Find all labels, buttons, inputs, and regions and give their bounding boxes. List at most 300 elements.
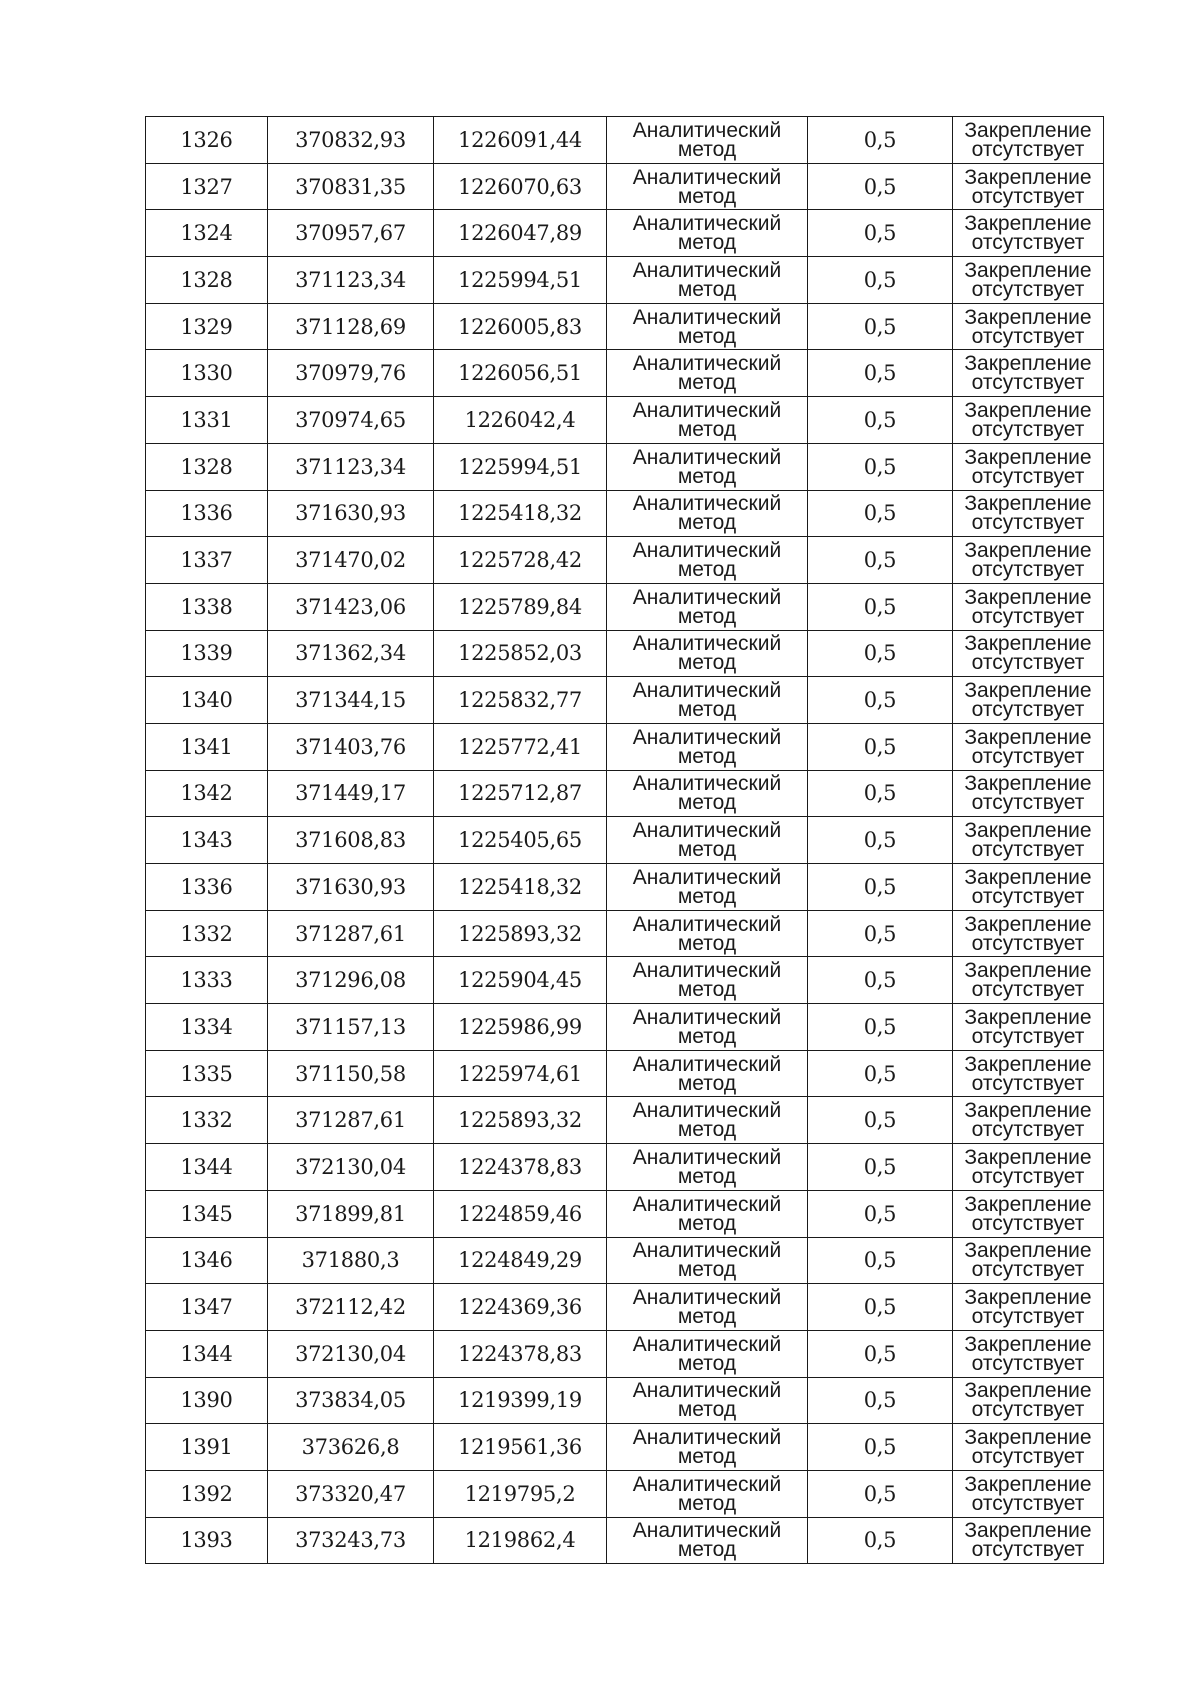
- method-cell: [607, 677, 808, 724]
- point-number-cell: 1339: [146, 630, 268, 677]
- x-coordinate-cell: 373243,73: [268, 1517, 434, 1564]
- fixing-cell-line-2: отсутствует: [971, 1445, 1085, 1469]
- method-cell: [607, 443, 808, 490]
- method-cell-line-2: метод: [677, 1491, 737, 1515]
- fixing-cell: [953, 1097, 1104, 1144]
- x-coordinate-cell: 371470,02: [268, 537, 434, 584]
- method-cell-line-2: метод: [677, 1351, 737, 1375]
- method-cell: [607, 1424, 808, 1471]
- x-coordinate-cell: 371899,81: [268, 1190, 434, 1237]
- method-cell: [607, 1004, 808, 1051]
- x-coordinate-cell: 371630,93: [268, 864, 434, 911]
- point-number-cell: 1393: [146, 1517, 268, 1564]
- y-coordinate-cell: 1226070,63: [434, 163, 607, 210]
- fixing-cell-line-1: Закрепление: [964, 352, 1092, 376]
- table-row: [146, 303, 1104, 350]
- accuracy-cell: 0,5: [808, 163, 953, 210]
- method-cell-line-2: метод: [677, 604, 737, 628]
- fixing-cell-line-1: Закрепление: [964, 725, 1092, 749]
- x-coordinate-cell: 371344,15: [268, 677, 434, 724]
- table-row: [146, 210, 1104, 257]
- method-cell: [607, 397, 808, 444]
- x-coordinate-cell: 372130,04: [268, 1144, 434, 1191]
- method-cell: [607, 910, 808, 957]
- method-cell: [607, 1377, 808, 1424]
- method-cell: [607, 864, 808, 911]
- fixing-cell: [953, 770, 1104, 817]
- method-cell: [607, 490, 808, 537]
- x-coordinate-cell: 373320,47: [268, 1470, 434, 1517]
- method-cell-line-1: Аналитический: [632, 725, 782, 749]
- fixing-cell-line-2: отсутствует: [971, 978, 1085, 1002]
- method-cell-line-2: метод: [677, 324, 737, 348]
- point-number-cell: 1392: [146, 1470, 268, 1517]
- table-row: [146, 1237, 1104, 1284]
- point-number-cell: 1342: [146, 770, 268, 817]
- fixing-cell-line-2: отсутствует: [971, 838, 1085, 862]
- fixing-cell-line-2: отсутствует: [971, 1398, 1085, 1422]
- point-number-cell: 1347: [146, 1284, 268, 1331]
- point-number-cell: 1337: [146, 537, 268, 584]
- fixing-cell: [953, 1377, 1104, 1424]
- x-coordinate-cell: 371296,08: [268, 957, 434, 1004]
- fixing-cell: [953, 1424, 1104, 1471]
- method-cell-line-2: метод: [677, 931, 737, 955]
- fixing-cell: [953, 1004, 1104, 1051]
- point-number-cell: 1344: [146, 1144, 268, 1191]
- table-row: [146, 1470, 1104, 1517]
- point-number-cell: 1335: [146, 1050, 268, 1097]
- fixing-cell: [953, 397, 1104, 444]
- fixing-cell: [953, 303, 1104, 350]
- x-coordinate-cell: 371157,13: [268, 1004, 434, 1051]
- fixing-cell-line-1: Закрепление: [964, 1332, 1092, 1356]
- y-coordinate-cell: 1225893,32: [434, 1097, 607, 1144]
- method-cell-line-1: Аналитический: [632, 1332, 782, 1356]
- method-cell-line-2: метод: [677, 1024, 737, 1048]
- y-coordinate-cell: 1226056,51: [434, 350, 607, 397]
- table-row: [146, 490, 1104, 537]
- accuracy-cell: 0,5: [808, 1237, 953, 1284]
- method-cell-line-1: Аналитический: [632, 1472, 782, 1496]
- y-coordinate-cell: 1219561,36: [434, 1424, 607, 1471]
- method-cell: [607, 1097, 808, 1144]
- method-cell: [607, 723, 808, 770]
- table-row: [146, 397, 1104, 444]
- y-coordinate-cell: 1226091,44: [434, 117, 607, 164]
- table-row: [146, 1377, 1104, 1424]
- table-row: [146, 257, 1104, 304]
- fixing-cell: [953, 117, 1104, 164]
- fixing-cell-line-1: Закрепление: [964, 1145, 1092, 1169]
- fixing-cell-line-1: Закрепление: [964, 819, 1092, 843]
- fixing-cell-line-2: отсутствует: [971, 1351, 1085, 1375]
- method-cell-line-2: метод: [677, 651, 737, 675]
- y-coordinate-cell: 1225418,32: [434, 864, 607, 911]
- method-cell: [607, 537, 808, 584]
- fixing-cell: [953, 677, 1104, 724]
- point-number-cell: 1338: [146, 583, 268, 630]
- method-cell-line-2: метод: [677, 791, 737, 815]
- table-row: [146, 1517, 1104, 1564]
- fixing-cell-line-1: Закрепление: [964, 1379, 1092, 1403]
- point-number-cell: 1332: [146, 910, 268, 957]
- table-row: [146, 1284, 1104, 1331]
- x-coordinate-cell: 371123,34: [268, 257, 434, 304]
- fixing-cell-line-2: отсутствует: [971, 1164, 1085, 1188]
- method-cell: [607, 257, 808, 304]
- method-cell-line-2: метод: [677, 1538, 737, 1562]
- fixing-cell-line-1: Закрепление: [964, 398, 1092, 422]
- point-number-cell: 1391: [146, 1424, 268, 1471]
- method-cell-line-2: метод: [677, 1445, 737, 1469]
- x-coordinate-cell: 371123,34: [268, 443, 434, 490]
- fixing-cell-line-2: отсутствует: [971, 1258, 1085, 1282]
- table-row: [146, 770, 1104, 817]
- method-cell-line-1: Аналитический: [632, 1192, 782, 1216]
- fixing-cell-line-1: Закрепление: [964, 585, 1092, 609]
- fixing-cell-line-1: Закрепление: [964, 258, 1092, 282]
- fixing-cell-line-1: Закрепление: [964, 912, 1092, 936]
- fixing-cell-line-2: отсутствует: [971, 1071, 1085, 1095]
- point-number-cell: 1340: [146, 677, 268, 724]
- method-cell-line-1: Аналитический: [632, 1426, 782, 1450]
- y-coordinate-cell: 1226042,4: [434, 397, 607, 444]
- method-cell: [607, 1237, 808, 1284]
- method-cell: [607, 957, 808, 1004]
- accuracy-cell: 0,5: [808, 1470, 953, 1517]
- method-cell: [607, 1284, 808, 1331]
- method-cell-line-1: Аналитический: [632, 819, 782, 843]
- method-cell-line-1: Аналитический: [632, 258, 782, 282]
- fixing-cell-line-1: Закрепление: [964, 1239, 1092, 1263]
- fixing-cell-line-1: Закрепление: [964, 492, 1092, 516]
- accuracy-cell: 0,5: [808, 630, 953, 677]
- fixing-cell-line-1: Закрепление: [964, 679, 1092, 703]
- fixing-cell: [953, 817, 1104, 864]
- method-cell-line-2: метод: [677, 184, 737, 208]
- fixing-cell-line-1: Закрепление: [964, 1099, 1092, 1123]
- accuracy-cell: 0,5: [808, 864, 953, 911]
- y-coordinate-cell: 1225418,32: [434, 490, 607, 537]
- x-coordinate-cell: 370974,65: [268, 397, 434, 444]
- method-cell: [607, 630, 808, 677]
- method-cell-line-2: метод: [677, 838, 737, 862]
- fixing-cell: [953, 1237, 1104, 1284]
- fixing-cell-line-1: Закрепление: [964, 1519, 1092, 1543]
- fixing-cell: [953, 1050, 1104, 1097]
- accuracy-cell: 0,5: [808, 583, 953, 630]
- fixing-cell: [953, 1517, 1104, 1564]
- table-row: [146, 1424, 1104, 1471]
- y-coordinate-cell: 1225772,41: [434, 723, 607, 770]
- table-row: [146, 350, 1104, 397]
- accuracy-cell: 0,5: [808, 210, 953, 257]
- fixing-cell-line-2: отсутствует: [971, 231, 1085, 255]
- y-coordinate-cell: 1225994,51: [434, 257, 607, 304]
- fixing-cell: [953, 957, 1104, 1004]
- y-coordinate-cell: 1225994,51: [434, 443, 607, 490]
- x-coordinate-cell: 371449,17: [268, 770, 434, 817]
- accuracy-cell: 0,5: [808, 770, 953, 817]
- method-cell-line-1: Аналитический: [632, 679, 782, 703]
- table-row: [146, 1144, 1104, 1191]
- method-cell-line-1: Аналитический: [632, 585, 782, 609]
- y-coordinate-cell: 1225712,87: [434, 770, 607, 817]
- fixing-cell-line-2: отсутствует: [971, 184, 1085, 208]
- method-cell: [607, 350, 808, 397]
- x-coordinate-cell: 371880,3: [268, 1237, 434, 1284]
- method-cell: [607, 1517, 808, 1564]
- fixing-cell-line-1: Закрепление: [964, 1472, 1092, 1496]
- method-cell: [607, 817, 808, 864]
- y-coordinate-cell: 1219399,19: [434, 1377, 607, 1424]
- method-cell-line-1: Аналитический: [632, 212, 782, 236]
- table-row: [146, 1097, 1104, 1144]
- fixing-cell: [953, 910, 1104, 957]
- method-cell-line-1: Аналитический: [632, 772, 782, 796]
- x-coordinate-cell: 371287,61: [268, 1097, 434, 1144]
- fixing-cell-line-1: Закрепление: [964, 1192, 1092, 1216]
- point-number-cell: 1331: [146, 397, 268, 444]
- method-cell-line-2: метод: [677, 1164, 737, 1188]
- accuracy-cell: 0,5: [808, 350, 953, 397]
- fixing-cell-line-1: Закрепление: [964, 212, 1092, 236]
- method-cell-line-1: Аналитический: [632, 1099, 782, 1123]
- point-number-cell: 1344: [146, 1330, 268, 1377]
- method-cell-line-1: Аналитический: [632, 1052, 782, 1076]
- fixing-cell-line-1: Закрепление: [964, 632, 1092, 656]
- table-row: [146, 1050, 1104, 1097]
- fixing-cell-line-2: отсутствует: [971, 1491, 1085, 1515]
- fixing-cell-line-2: отсутствует: [971, 651, 1085, 675]
- method-cell-line-2: метод: [677, 1305, 737, 1329]
- fixing-cell: [953, 443, 1104, 490]
- fixing-cell-line-1: Закрепление: [964, 305, 1092, 329]
- fixing-cell: [953, 630, 1104, 677]
- method-cell-line-2: метод: [677, 464, 737, 488]
- table-row: [146, 1190, 1104, 1237]
- x-coordinate-cell: 372112,42: [268, 1284, 434, 1331]
- y-coordinate-cell: 1224859,46: [434, 1190, 607, 1237]
- accuracy-cell: 0,5: [808, 537, 953, 584]
- method-cell: [607, 303, 808, 350]
- x-coordinate-cell: 371608,83: [268, 817, 434, 864]
- accuracy-cell: 0,5: [808, 1517, 953, 1564]
- method-cell-line-1: Аналитический: [632, 632, 782, 656]
- y-coordinate-cell: 1224849,29: [434, 1237, 607, 1284]
- table-row: [146, 443, 1104, 490]
- fixing-cell-line-2: отсутствует: [971, 558, 1085, 582]
- fixing-cell-line-2: отсутствует: [971, 744, 1085, 768]
- y-coordinate-cell: 1225789,84: [434, 583, 607, 630]
- x-coordinate-cell: 370957,67: [268, 210, 434, 257]
- method-cell: [607, 1144, 808, 1191]
- table-row: [146, 117, 1104, 164]
- fixing-cell-line-2: отсутствует: [971, 1024, 1085, 1048]
- method-cell-line-1: Аналитический: [632, 305, 782, 329]
- y-coordinate-cell: 1226005,83: [434, 303, 607, 350]
- fixing-cell-line-2: отсутствует: [971, 1305, 1085, 1329]
- x-coordinate-cell: 371150,58: [268, 1050, 434, 1097]
- point-number-cell: 1341: [146, 723, 268, 770]
- fixing-cell: [953, 583, 1104, 630]
- method-cell-line-1: Аналитический: [632, 492, 782, 516]
- fixing-cell-line-2: отсутствует: [971, 1118, 1085, 1142]
- fixing-cell: [953, 537, 1104, 584]
- accuracy-cell: 0,5: [808, 1284, 953, 1331]
- fixing-cell-line-1: Закрепление: [964, 118, 1092, 142]
- method-cell-line-1: Аналитический: [632, 539, 782, 563]
- table-row: [146, 677, 1104, 724]
- fixing-cell: [953, 490, 1104, 537]
- fixing-cell-line-1: Закрепление: [964, 772, 1092, 796]
- table-row: [146, 630, 1104, 677]
- table-row: [146, 817, 1104, 864]
- fixing-cell-line-2: отсутствует: [971, 464, 1085, 488]
- fixing-cell: [953, 350, 1104, 397]
- accuracy-cell: 0,5: [808, 723, 953, 770]
- point-number-cell: 1326: [146, 117, 268, 164]
- fixing-cell-line-2: отсутствует: [971, 371, 1085, 395]
- accuracy-cell: 0,5: [808, 1330, 953, 1377]
- fixing-cell-line-1: Закрепление: [964, 1286, 1092, 1310]
- point-number-cell: 1346: [146, 1237, 268, 1284]
- method-cell-line-2: метод: [677, 511, 737, 535]
- y-coordinate-cell: 1225728,42: [434, 537, 607, 584]
- accuracy-cell: 0,5: [808, 1144, 953, 1191]
- table-row: [146, 723, 1104, 770]
- x-coordinate-cell: 373834,05: [268, 1377, 434, 1424]
- y-coordinate-cell: 1225986,99: [434, 1004, 607, 1051]
- fixing-cell-line-1: Закрепление: [964, 445, 1092, 469]
- method-cell-line-1: Аналитический: [632, 398, 782, 422]
- y-coordinate-cell: 1224378,83: [434, 1330, 607, 1377]
- accuracy-cell: 0,5: [808, 1004, 953, 1051]
- accuracy-cell: 0,5: [808, 677, 953, 724]
- method-cell-line-1: Аналитический: [632, 352, 782, 376]
- y-coordinate-cell: 1226047,89: [434, 210, 607, 257]
- point-number-cell: 1390: [146, 1377, 268, 1424]
- fixing-cell: [953, 864, 1104, 911]
- y-coordinate-cell: 1225852,03: [434, 630, 607, 677]
- method-cell-line-2: метод: [677, 884, 737, 908]
- method-cell-line-2: метод: [677, 417, 737, 441]
- method-cell-line-1: Аналитический: [632, 1379, 782, 1403]
- method-cell: [607, 1190, 808, 1237]
- method-cell: [607, 1330, 808, 1377]
- fixing-cell-line-2: отсутствует: [971, 324, 1085, 348]
- fixing-cell-line-2: отсутствует: [971, 698, 1085, 722]
- x-coordinate-cell: 371630,93: [268, 490, 434, 537]
- table-row: [146, 537, 1104, 584]
- x-coordinate-cell: 371362,34: [268, 630, 434, 677]
- point-number-cell: 1343: [146, 817, 268, 864]
- x-coordinate-cell: 371287,61: [268, 910, 434, 957]
- method-cell-line-1: Аналитический: [632, 1145, 782, 1169]
- method-cell-line-2: метод: [677, 1071, 737, 1095]
- accuracy-cell: 0,5: [808, 117, 953, 164]
- accuracy-cell: 0,5: [808, 1424, 953, 1471]
- method-cell: [607, 770, 808, 817]
- point-number-cell: 1324: [146, 210, 268, 257]
- accuracy-cell: 0,5: [808, 303, 953, 350]
- method-cell-line-2: метод: [677, 1211, 737, 1235]
- point-number-cell: 1345: [146, 1190, 268, 1237]
- fixing-cell-line-1: Закрепление: [964, 865, 1092, 889]
- y-coordinate-cell: 1225974,61: [434, 1050, 607, 1097]
- table-row: [146, 1004, 1104, 1051]
- accuracy-cell: 0,5: [808, 257, 953, 304]
- method-cell: [607, 163, 808, 210]
- fixing-cell: [953, 257, 1104, 304]
- method-cell: [607, 1470, 808, 1517]
- method-cell: [607, 117, 808, 164]
- table-row: [146, 583, 1104, 630]
- method-cell-line-1: Аналитический: [632, 865, 782, 889]
- fixing-cell-line-2: отсутствует: [971, 137, 1085, 161]
- x-coordinate-cell: 372130,04: [268, 1330, 434, 1377]
- point-number-cell: 1330: [146, 350, 268, 397]
- method-cell-line-2: метод: [677, 277, 737, 301]
- fixing-cell: [953, 163, 1104, 210]
- x-coordinate-cell: 370831,35: [268, 163, 434, 210]
- accuracy-cell: 0,5: [808, 1050, 953, 1097]
- point-number-cell: 1329: [146, 303, 268, 350]
- point-number-cell: 1327: [146, 163, 268, 210]
- fixing-cell-line-2: отсутствует: [971, 791, 1085, 815]
- table-row: [146, 864, 1104, 911]
- point-number-cell: 1328: [146, 443, 268, 490]
- method-cell-line-2: метод: [677, 137, 737, 161]
- accuracy-cell: 0,5: [808, 910, 953, 957]
- fixing-cell: [953, 1470, 1104, 1517]
- accuracy-cell: 0,5: [808, 490, 953, 537]
- y-coordinate-cell: 1219795,2: [434, 1470, 607, 1517]
- method-cell-line-2: метод: [677, 371, 737, 395]
- fixing-cell-line-1: Закрепление: [964, 1052, 1092, 1076]
- x-coordinate-cell: 370979,76: [268, 350, 434, 397]
- accuracy-cell: 0,5: [808, 1377, 953, 1424]
- method-cell-line-1: Аналитический: [632, 1239, 782, 1263]
- method-cell: [607, 583, 808, 630]
- fixing-cell-line-1: Закрепление: [964, 1426, 1092, 1450]
- x-coordinate-cell: 371128,69: [268, 303, 434, 350]
- method-cell-line-1: Аналитический: [632, 1005, 782, 1029]
- fixing-cell-line-1: Закрепление: [964, 165, 1092, 189]
- coordinates-table: [145, 116, 1104, 1564]
- fixing-cell-line-1: Закрепление: [964, 959, 1092, 983]
- method-cell-line-1: Аналитический: [632, 445, 782, 469]
- method-cell-line-1: Аналитический: [632, 1286, 782, 1310]
- method-cell-line-2: метод: [677, 744, 737, 768]
- method-cell-line-2: метод: [677, 978, 737, 1002]
- fixing-cell-line-2: отсутствует: [971, 604, 1085, 628]
- point-number-cell: 1333: [146, 957, 268, 1004]
- fixing-cell-line-2: отсутствует: [971, 931, 1085, 955]
- point-number-cell: 1328: [146, 257, 268, 304]
- y-coordinate-cell: 1225405,65: [434, 817, 607, 864]
- fixing-cell-line-1: Закрепление: [964, 539, 1092, 563]
- y-coordinate-cell: 1224369,36: [434, 1284, 607, 1331]
- x-coordinate-cell: 371403,76: [268, 723, 434, 770]
- fixing-cell-line-2: отсутствует: [971, 1538, 1085, 1562]
- fixing-cell: [953, 1144, 1104, 1191]
- point-number-cell: 1336: [146, 864, 268, 911]
- method-cell-line-1: Аналитический: [632, 118, 782, 142]
- method-cell-line-2: метод: [677, 698, 737, 722]
- method-cell-line-2: метод: [677, 231, 737, 255]
